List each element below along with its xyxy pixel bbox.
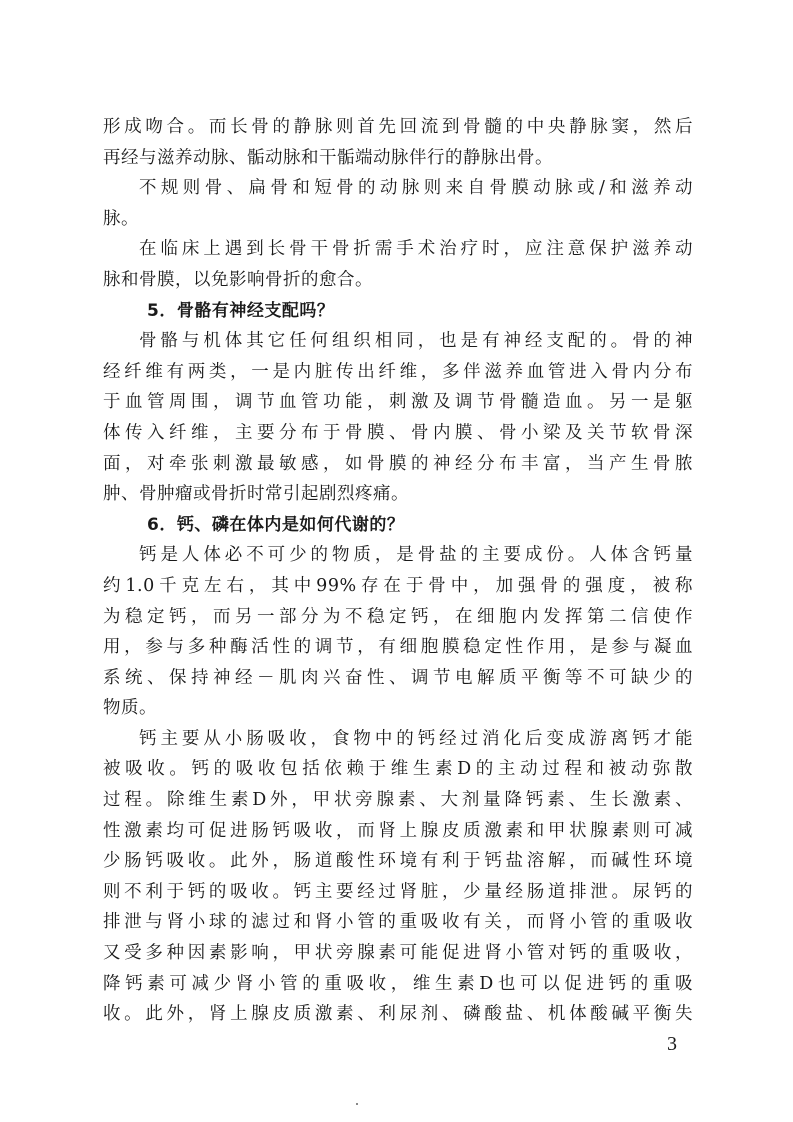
text-line: 被吸收。钙的吸收包括依赖于维生素D的主动过程和被动弥散 [103,759,693,780]
text-line: 则不利于钙的吸收。钙主要经过肾脏，少量经肠道排泄。尿钙的 [103,881,693,902]
text-line: 过程。除维生素D外，甲状旁腺素、大剂量降钙素、生长激素、 [103,790,693,811]
text-line: 钙是人体必不可少的物质，是骨盐的主要成份。人体含钙量 [139,545,693,566]
text-line: 性激素均可促进肠钙吸收，而肾上腺皮质激素和甲状腺素则可减 [103,820,693,841]
text-line: 不规则骨、扁骨和短骨的动脉则来自骨膜动脉或/和滋养动 [139,178,693,199]
text-line: 用，参与多种酶活性的调节，有细胞膜稳定性作用，是参与凝血 [103,637,693,658]
section-heading: 6．钙、磷在体内是如何代谢的？ [147,514,405,535]
text-line: 脉和骨膜，以免影响骨折的愈合。 [103,269,373,290]
page-number: 3 [667,1033,677,1055]
text-line: 又受多种因素影响，甲状旁腺素可能促进肾小管对钙的重吸收， [103,943,693,964]
text-line: 形成吻合。而长骨的静脉则首先回流到骨髓的中央静脉窦，然后 [103,117,693,137]
text-line: 再经与滋养动脉、骺动脉和干骺端动脉伴行的静脉出骨。 [103,147,553,168]
text-line: 排泄与肾小球的滤过和肾小管的重吸收有关，而肾小管的重吸收 [103,912,693,933]
text-line: 钙主要从小肠吸收，食物中的钙经过消化后变成游离钙才能 [139,728,693,749]
text-line: 脉。 [103,208,139,229]
text-line: 体传入纤维，主要分布于骨膜、骨内膜、骨小梁及关节软骨深 [103,422,693,443]
text-line: 少肠钙吸收。此外，肠道酸性环境有利于钙盐溶解，而碱性环境 [103,851,693,872]
scan-dot [356,1103,358,1105]
text-line: 肿、骨肿瘤或骨折时常引起剧烈疼痛。 [103,484,409,505]
text-line: 系统、保持神经－肌肉兴奋性、调节电解质平衡等不可缺少的 [103,667,693,688]
document-body [103,112,693,1030]
text-line: 降钙素可减少肾小管的重吸收，维生素D也可以促进钙的重吸 [103,973,693,994]
text-line: 为稳定钙，而另一部分为不稳定钙，在细胞内发挥第二信使作 [103,606,693,627]
text-line: 物质。 [103,698,157,719]
text-line: 在临床上遇到长骨干骨折需手术治疗时，应注意保护滋养动 [139,239,693,260]
text-line: 经纤维有两类，一是内脏传出纤维，多伴滋养血管进入骨内分布 [103,361,693,382]
text-line: 面，对牵张刺激最敏感，如骨膜的神经分布丰富，当产生骨脓 [103,453,693,474]
section-heading: 5．骨骼有神经支配吗？ [147,300,335,321]
text-line: 约1.0千克左右，其中99%存在于骨中，加强骨的强度，被称 [103,575,693,596]
text-line: 骨骼与机体其它任何组织相同，也是有神经支配的。骨的神 [139,331,693,352]
text-line: 收。此外，肾上腺皮质激素、利尿剂、磷酸盐、机体酸碱平衡失 [103,1004,693,1025]
text-line: 于血管周围，调节血管功能，刺激及调节骨髓造血。另一是躯 [103,392,693,413]
